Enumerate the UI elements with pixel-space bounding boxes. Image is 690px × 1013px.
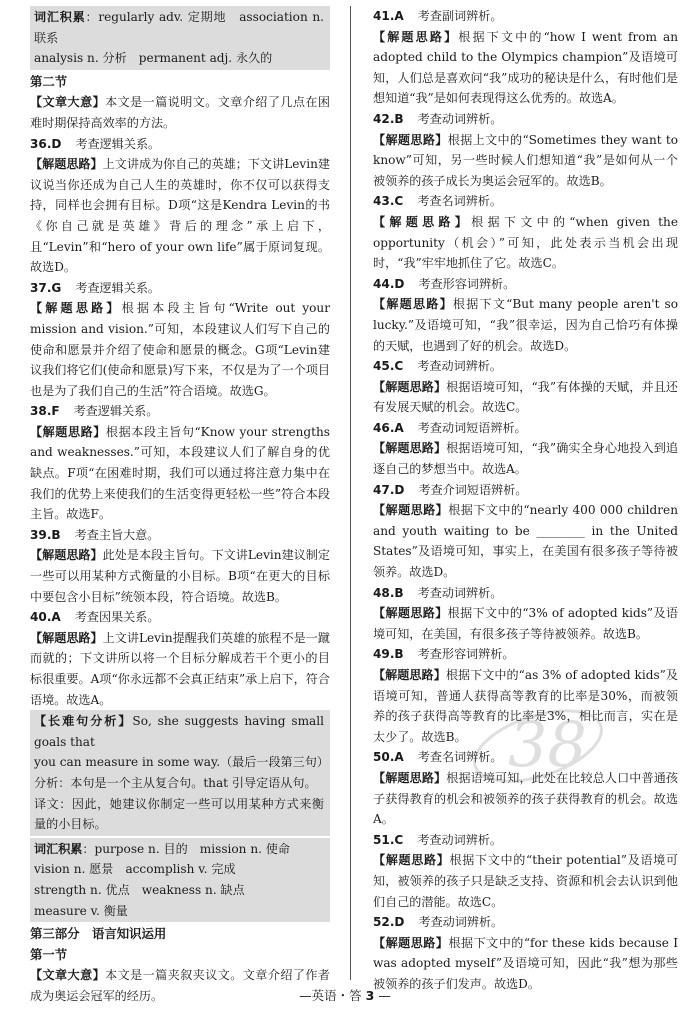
solution-label: 【解题思路】 xyxy=(30,424,106,439)
solution-label: 【解题思路】 xyxy=(373,503,449,518)
question-number: 52.D xyxy=(373,915,405,930)
solution-text: 根据下文中的“how I went from an adopted child to the Olympics champion”及语境可知，人们总是喜欢问“我”成功的秘诀是什么，有时他们是想知道“我”是如何表现得这么优秀的。故选A。 xyxy=(373,29,678,106)
question-topic: 考查名词辨析。 xyxy=(417,750,503,765)
solution-label: 【解题思路】 xyxy=(373,853,450,868)
question-number: 49.B xyxy=(373,647,404,662)
solution-label: 【解题思路】 xyxy=(373,214,472,229)
solution-text: 根据语境可知，“我”有体操的天赋，并且还有发展天赋的机会。故选C。 xyxy=(373,379,678,415)
answer-explanation xyxy=(373,130,678,192)
vocab-label: 词汇积累 xyxy=(34,841,83,856)
solution-text: 根据语境可知，“我”确实全身心地投入到追逐自己的梦想当中。故选A。 xyxy=(373,441,678,477)
question-topic: 考查动词辨析。 xyxy=(417,585,503,600)
summary-text: 本文是一篇夹叙夹议文。文章介绍了作者成为奥运会冠军的经历。 xyxy=(30,968,330,1003)
summary-label: 【文章大意】 xyxy=(30,968,106,983)
vocab-line: vision n. 愿景 accomplish v. 完成 xyxy=(34,862,236,877)
question-topic: 考查动词辨析。 xyxy=(418,915,504,930)
translation-line: 译文：因此，她建议你制定一些可以用某种方式来衡量的小目标。 xyxy=(34,796,324,832)
solution-text: 根据上文中的“Sometimes they want to know”可知，另一些时候人们想知道“我”是如何从一个被领养的孩子成长为奥运会冠军的。故选B。 xyxy=(373,132,678,188)
solution-label: 【解题思路】 xyxy=(373,668,446,682)
question-topic: 考查动词辨析。 xyxy=(417,111,503,126)
solution-label: 【解题思路】 xyxy=(30,630,103,645)
answer-header xyxy=(373,583,678,604)
solution-label: 【解题思路】 xyxy=(373,297,453,312)
question-topic: 考查逻辑关系。 xyxy=(73,404,159,419)
answer-header xyxy=(373,6,678,27)
question-topic: 考查形容词辨析。 xyxy=(418,276,516,291)
answer-explanation xyxy=(373,500,678,582)
analysis-label: 【长难句分析】 xyxy=(34,714,133,729)
right-column xyxy=(373,6,678,995)
question-topic: 考查逻辑关系。 xyxy=(75,280,161,295)
watermark-text: 38 xyxy=(508,708,587,781)
question-topic: 考查动词辨析。 xyxy=(417,832,502,847)
solution-label: 【解题思路】 xyxy=(373,770,447,785)
solution-text: 根据语境可知，此处在比较总人口中普通孩子获得教育的机会和被领养的孩子获得教育的机会。故选A。 xyxy=(373,770,678,827)
analysis-line: you can measure in some way.（最后一段第三句） xyxy=(34,755,329,770)
vocab-box-2 xyxy=(30,838,330,922)
solution-label: 【解题思路】 xyxy=(373,935,449,950)
question-topic: 考查逻辑关系。 xyxy=(75,136,161,151)
footer-prefix: —英语・答 xyxy=(299,988,366,1003)
solution-text: 根据下文中的“3% of adopted kids”及语境可知，在美国，有很多孩子等待被领养。故选B。 xyxy=(373,606,678,641)
solution-label: 【解题思路】 xyxy=(373,441,447,456)
solution-text: 根据本段主旨句“Know your strengths and weaknesses.”可知，本段建议人们了解自身的优缺点。F项“在困难时期，我们可以通过将注意力集中在我们的优势上来使我们的生活变得更轻松一些”符合本段主旨。故选F。 xyxy=(30,424,330,522)
solution-text: 根据下文中的“nearly 400 000 children and youth waiting to be ________ in the United States”及语境可知，事实上，在美国有很多孩子等待被领养。故选D。 xyxy=(373,503,678,580)
question-number: 40.A xyxy=(30,610,61,625)
question-topic: 考查主旨大意。 xyxy=(74,527,160,542)
sentence-analysis-box xyxy=(30,710,330,836)
answer-header xyxy=(373,274,678,295)
question-number: 43.C xyxy=(373,194,404,209)
summary-text: 本文是一篇说明文。文章介绍了几点在困难时期保持高效率的方法。 xyxy=(30,95,330,130)
vocab-box-1 xyxy=(30,6,330,70)
question-topic: 考查动词短语辨析。 xyxy=(417,420,527,435)
solution-label: 【解题思路】 xyxy=(30,157,103,172)
summary-label: 【文章大意】 xyxy=(30,95,106,110)
question-number: 44.D xyxy=(373,276,405,291)
answer-explanation xyxy=(373,665,678,747)
solution-text: 根据下文中的“when given the opportunity（机会）”可知，此处表示当机会出现时，“我”牢牢地抓住了它。故选C。 xyxy=(373,214,678,271)
solution-label: 【解题思路】 xyxy=(373,29,459,44)
page-number: 3 xyxy=(365,988,375,1003)
solution-text: 上文讲Levin提醒我们英雄的旅程不是一蹴而就的；下文讲所以将一个目标分解成若干个更小的目标很重要。A项“你永远都不会真正结束”承上启下，符合语境。故选A。 xyxy=(30,630,330,707)
solution-label: 【解题思路】 xyxy=(373,606,448,621)
question-number: 38.F xyxy=(30,404,60,419)
analysis-line: 分析：本句是一个主从复合句。that 引导定语从句。 xyxy=(34,775,317,790)
vocab-line: ：regularly adv. 定期地 association n. 联系 xyxy=(34,10,324,45)
question-number: 39.B xyxy=(30,527,61,542)
answer-explanation xyxy=(373,27,678,109)
solution-text: 根据下文中的“for these kids because I was adopted myself”及语境可知，因此“我”想为那些被领养的孩子们发声。故选D。 xyxy=(373,935,678,991)
solution-label: 【解题思路】 xyxy=(373,132,448,147)
question-number: 42.B xyxy=(373,111,404,126)
question-number: 36.D xyxy=(30,136,62,151)
answer-header xyxy=(373,480,678,501)
question-number: 50.A xyxy=(373,750,404,765)
answer-header xyxy=(373,191,678,212)
answer-header xyxy=(373,418,678,439)
question-number: 45.C xyxy=(373,359,404,374)
question-topic: 考查形容词辨析。 xyxy=(417,647,515,662)
question-number: 47.D xyxy=(373,482,405,497)
answer-explanation xyxy=(373,438,678,479)
analysis-line: So, she suggests having small goals that xyxy=(34,714,324,749)
question-number: 46.A xyxy=(373,420,404,435)
solution-text: 根据下文“But many people aren't so lucky.”及语境可知，“我”很幸运，因为自己恰巧有体操的天赋，也遇到了好的机会。故选D。 xyxy=(373,297,678,353)
question-topic: 考查因果关系。 xyxy=(74,610,160,625)
answer-explanation xyxy=(373,212,678,274)
answer-explanation xyxy=(373,603,678,644)
footer-suffix: — xyxy=(374,988,391,1003)
vocab-line: ：purpose n. 目的 mission n. 使命 xyxy=(82,841,290,856)
question-topic: 考查副词辨析。 xyxy=(417,9,503,23)
question-number: 41.A xyxy=(373,9,404,23)
answer-header xyxy=(373,356,678,377)
part-title: 第三部分 语言知识运用 xyxy=(30,926,167,942)
answer-explanation xyxy=(373,294,678,356)
vocab-line: analysis n. 分析 permanent adj. 永久的 xyxy=(34,51,273,66)
section-title: 第一节 xyxy=(30,946,68,962)
answer-header xyxy=(373,644,678,665)
column-divider xyxy=(350,6,351,980)
solution-label: 【解题思路】 xyxy=(373,379,447,394)
answer-header xyxy=(373,830,678,851)
answer-header xyxy=(373,109,678,130)
question-number: 51.C xyxy=(373,832,404,847)
solution-label: 【解题思路】 xyxy=(30,301,122,316)
answer-header xyxy=(373,747,678,768)
question-topic: 考查动词辨析。 xyxy=(417,359,502,374)
solution-label: 【解题思路】 xyxy=(30,548,103,563)
question-topic: 考查介词短语辨析。 xyxy=(418,482,528,497)
question-number: 37.G xyxy=(30,280,62,295)
answer-explanation xyxy=(373,850,678,912)
solution-text: 上文讲成为你自己的英雄；下文讲Levin建议说当你还成为自己人生的英雄时，你不仅可以获得支持，同样也会拥有目标。D项“这是Kendra Levin的书《你自己就是英雄》背后的理念”承上启下，且“Levin”和“hero of your own life”属于原词复现。故选D。 xyxy=(30,157,330,275)
vocab-label: 词汇积累 xyxy=(34,10,86,24)
solution-text: 根据下文中的“as 3% of adopted kids”及语境可知，普通人获得高等教育的比率是30%，而被领养的孩子获得高等教育的比率是3%，相比而言，实在是太少了。故选B。 xyxy=(373,668,678,744)
answer-explanation xyxy=(373,377,678,418)
question-topic: 考查名词辨析。 xyxy=(417,194,502,209)
vocab-line: strength n. 优点 weakness n. 缺点 xyxy=(34,882,245,897)
solution-text: 根据下文中的“their potential”及语境可知，被领养的孩子只是缺乏支持、资源和机会去认识到他们自己的潜能。故选C。 xyxy=(373,853,678,909)
question-number: 48.B xyxy=(373,585,404,600)
section-title: 第二节 xyxy=(30,73,68,89)
answer-explanation xyxy=(373,768,678,830)
solution-text: 此处是本段主旨句。下文讲Levin建议制定一些可以用某种方式衡量的小目标。B项“在更大的目标中要包含小目标”统领本段，符合语境。故选B。 xyxy=(30,548,330,604)
vocab-line: measure v. 衡量 xyxy=(34,903,128,918)
page-footer xyxy=(0,986,690,1004)
answer-header xyxy=(373,912,678,933)
solution-text: 根据本段主旨句“Write out your mission and vision.”可知，本段建议人们写下自己的使命和愿景并介绍了使命和愿景的概念。G项“Levin建议我们将它们(使命和愿景)写下来，不仅是为了一个项目也是为了我们自己的生活”符合语境。故选G。 xyxy=(30,301,330,398)
left-column xyxy=(30,6,330,1007)
